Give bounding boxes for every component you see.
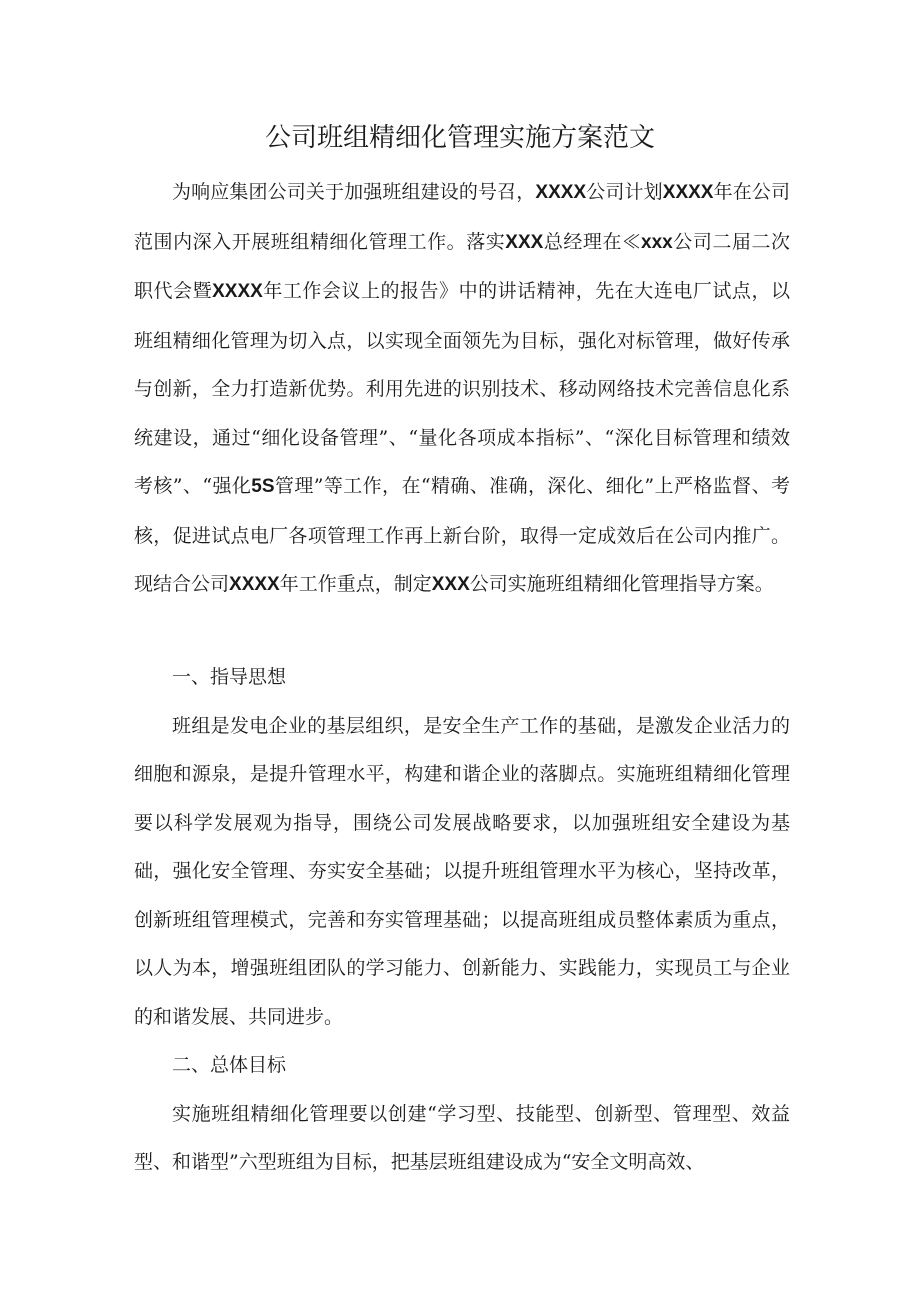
intro-text: 为响应集团公司关于加强班组建设的号召， xyxy=(172,181,536,203)
intro-code: XXX xyxy=(431,574,470,595)
intro-text: 年工作重点，制定 xyxy=(279,573,432,595)
section-1-heading: 一、指导思想 xyxy=(172,666,287,688)
intro-code: xxx xyxy=(641,231,673,253)
section-2-paragraph: 实施班组精细化管理要以创建“学习型、技能型、创新型、管理型、效益型、和谐型”六型班组为目标，把基层班组建设成为“安全文明高效、 xyxy=(134,1102,790,1173)
intro-text: 公司实施班组精细化管理指导方案。 xyxy=(469,573,774,595)
section-1 xyxy=(134,653,790,1041)
intro-text: 总经理在≪ xyxy=(543,230,642,253)
section-2 xyxy=(134,1041,790,1187)
intro-text: 公司二届二次职代会暨 xyxy=(134,230,790,302)
document-title: 公司班组精细化管理实施方案范文 xyxy=(264,123,655,153)
intro-text: 年在公司范围内深入开展班组精细化管理工作。落实 xyxy=(134,181,790,253)
intro-code: XXXX xyxy=(535,182,587,203)
intro-code: XXX xyxy=(505,231,544,253)
intro-block xyxy=(134,168,790,610)
intro-text: 管理”等工作，在“精确、准确，深化、细化”上严格监督、考核，促进试点电厂各项管理工作再上新台阶，取得一定成效后在公司内推广。现结合公司 xyxy=(134,475,790,595)
section-1-paragraph: 班组是发电企业的基层组织，是安全生产工作的基础，是激发企业活力的细胞和源泉，是提升管理水平，构建和谐企业的落脚点。实施班组精细化管理要以科学发展观为指导，围绕公司发展战略要求，以加强班组安全建设为基础，强化安全管理、夯实安全基础；以提升班组管理水平为核心，坚持改革，创新班组管理模式，完善和夯实管理基础；以提高班组成员整体素质为重点，以人为本，增强班组团队的学习能力、创新能力、实践能力，实现员工与企业的和谐发展、共同进步。 xyxy=(134,714,790,1028)
intro-code: XXXX xyxy=(229,574,280,595)
intro-text: 年工作会议上的报告》中的讲话精神，先在大连电厂试点，以班组精细化管理为切入点，以实现全面领先为目标，强化对标管理，做好传承与创新，全力打造新优势。利用先进的识别技术、移动网络技术完善信息化系统建设，通过“细化设备管理”、“量化各项成本指标”、“深化目标管理和绩效考核”、“强化 xyxy=(134,280,790,497)
intro-code: 5S xyxy=(251,476,275,497)
intro-code: XXXX xyxy=(662,182,714,203)
intro-paragraph xyxy=(134,168,790,610)
section-2-heading: 二、总体目标 xyxy=(172,1054,287,1076)
intro-text: 公司计划 xyxy=(586,181,663,203)
intro-code: XXXX xyxy=(212,281,263,302)
